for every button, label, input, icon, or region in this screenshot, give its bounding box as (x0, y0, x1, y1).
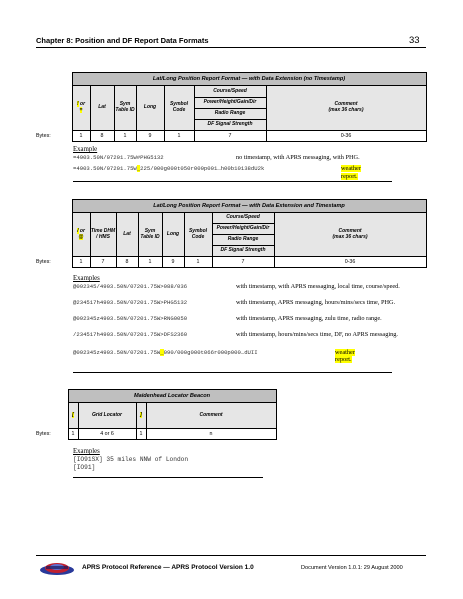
aprs-logo-icon (38, 560, 76, 576)
byte-cell: 1 (72, 257, 90, 268)
example-desc: with timestamp, APRS messaging, hours/mins/secs time, PHG. (236, 298, 396, 306)
byte-cell: 9 (162, 257, 184, 268)
ext-course-speed: Course/Speed (194, 86, 266, 98)
page-header-title: Chapter 8: Position and DF Report Data Formats (36, 36, 209, 45)
example-block-1 (73, 146, 361, 180)
byte-cell: 1 (138, 257, 162, 268)
byte-cell: 0-36 (266, 131, 426, 142)
page-number: 33 (409, 35, 420, 46)
example-code-highlight: _ (136, 165, 141, 173)
byte-cell: 1 (136, 429, 146, 440)
example-code: @092345/4903.50N/07201.75W>088/036 (73, 282, 188, 290)
example-row (73, 298, 396, 314)
symbol-code-header: Symbol Code (184, 213, 212, 257)
byte-cell: 8 (90, 131, 114, 142)
example-label: Example (73, 146, 98, 153)
example-label: Examples (73, 275, 100, 282)
example-desc: no timestamp, with APRS messaging, with PHG. (236, 153, 360, 161)
example-desc: with timestamp, with APRS messaging, local time, course/speed. (236, 282, 400, 290)
example-divider (73, 477, 263, 478)
bytes-row (36, 429, 276, 440)
byte-cell: 7 (194, 131, 266, 142)
footer-divider (36, 555, 426, 556)
example-divider (73, 372, 392, 373)
comment-header: Comment (max 36 chars) (274, 213, 426, 257)
sym-table-id-header: Sym Table ID (138, 213, 162, 257)
example-block-3 (73, 448, 188, 473)
byte-cell: 1 (72, 131, 90, 142)
byte-cell: 0-36 (274, 257, 426, 268)
comment-header: Comment (146, 403, 276, 429)
example-row (73, 153, 360, 163)
example-code: =4903.50N/07201.75W (73, 165, 137, 173)
byte-cell: 1 (114, 131, 136, 142)
format-table-no-timestamp (36, 72, 426, 142)
example-code-highlight: _ (160, 348, 164, 356)
bytes-label: Bytes: (36, 131, 72, 142)
byte-cell: 8 (116, 257, 138, 268)
comment-header: Comment (max 36 chars) (266, 86, 426, 131)
ext-phg: Power/Height/Gain/Dir (212, 224, 274, 235)
footer-title: APRS Protocol Reference — APRS Protocol Version 1.0 (82, 564, 254, 571)
example-label: Examples (73, 448, 100, 455)
open-bracket-header: [ (68, 403, 78, 429)
header-divider (36, 47, 426, 48)
example-code: /234517h4903.50N/07201.75W>DFS2360 (73, 330, 188, 338)
example-block-2 (73, 275, 400, 364)
example-row (73, 330, 398, 346)
ext-df-strength: DF Signal Strength (194, 120, 266, 131)
lat-header: Lat (116, 213, 138, 257)
byte-cell: 7 (90, 257, 116, 268)
example-code: @092345z4903.50N/07201.75W>RNG0050 (73, 314, 188, 322)
example-desc: with timestamp, hours/mins/secs time, DF, no APRS messaging. (236, 330, 398, 338)
example-desc: weather report. (335, 348, 355, 364)
example-row (73, 165, 361, 180)
time-header: Time DHM / HMS (90, 213, 116, 257)
example-code: =4903.50N/07201.75W#PHG5132 (73, 153, 164, 161)
format-table-with-timestamp (36, 199, 426, 268)
example-code: [IO91SX] 35 miles NNW of London (73, 455, 189, 463)
bytes-row (36, 131, 426, 142)
close-bracket-header: ] (136, 403, 146, 429)
example-row (73, 282, 400, 298)
byte-cell: n (146, 429, 276, 440)
ext-phg: Power/Height/Gain/Dir (194, 98, 266, 109)
example-row (73, 456, 188, 465)
sym-table-id-header: Sym Table ID (114, 86, 136, 131)
long-header: Long (136, 86, 164, 131)
byte-cell: 1 (68, 429, 78, 440)
footer-version: Document Version 1.0.1: 29 August 2000 (301, 565, 403, 571)
byte-cell: 4 or 6 (78, 429, 136, 440)
example-divider (73, 181, 392, 182)
example-code: 225/000g000t050r000p001…h00b10138dU2k (140, 165, 265, 173)
lat-header: Lat (90, 86, 114, 131)
bytes-row (36, 257, 426, 268)
table-title: Lat/Long Position Report Format — with Data Extension and Timestamp (72, 200, 426, 213)
ext-df-strength: DF Signal Strength (212, 246, 274, 257)
data-type-indicator-header: ! or = (72, 86, 90, 131)
table-title: Maidenhead Locator Beacon (68, 390, 276, 403)
example-desc: weather report. (341, 165, 361, 180)
example-code: @092345z4903.50N/07201.75W (73, 348, 161, 356)
example-row (73, 464, 188, 473)
example-code: @234517h4903.50N/07201.75W>PHG5132 (73, 298, 188, 306)
bytes-label: Bytes: (36, 257, 72, 268)
byte-cell: 1 (164, 131, 194, 142)
ext-radio-range: Radio Range (194, 109, 266, 120)
byte-cell: 9 (136, 131, 164, 142)
long-header: Long (162, 213, 184, 257)
bytes-label: Bytes: (36, 429, 68, 440)
symbol-code-header: Symbol Code (164, 86, 194, 131)
byte-cell: 7 (212, 257, 274, 268)
example-code: [IO91] (73, 464, 96, 472)
table-title: Lat/Long Position Report Format — with Data Extension (no Timestamp) (72, 73, 426, 86)
example-code: 090/000g000t066r000p000…dUII (163, 348, 258, 356)
data-type-indicator-header: / or @ (72, 213, 90, 257)
ext-radio-range: Radio Range (212, 235, 274, 246)
byte-cell: 1 (184, 257, 212, 268)
maidenhead-locator-table (36, 389, 276, 440)
example-row (73, 348, 355, 364)
example-desc: with timestamp, APRS messaging, zulu time, radio range. (236, 314, 382, 322)
ext-course-speed: Course/Speed (212, 213, 274, 224)
grid-locator-header: Grid Locator (78, 403, 136, 429)
example-row (73, 314, 382, 330)
